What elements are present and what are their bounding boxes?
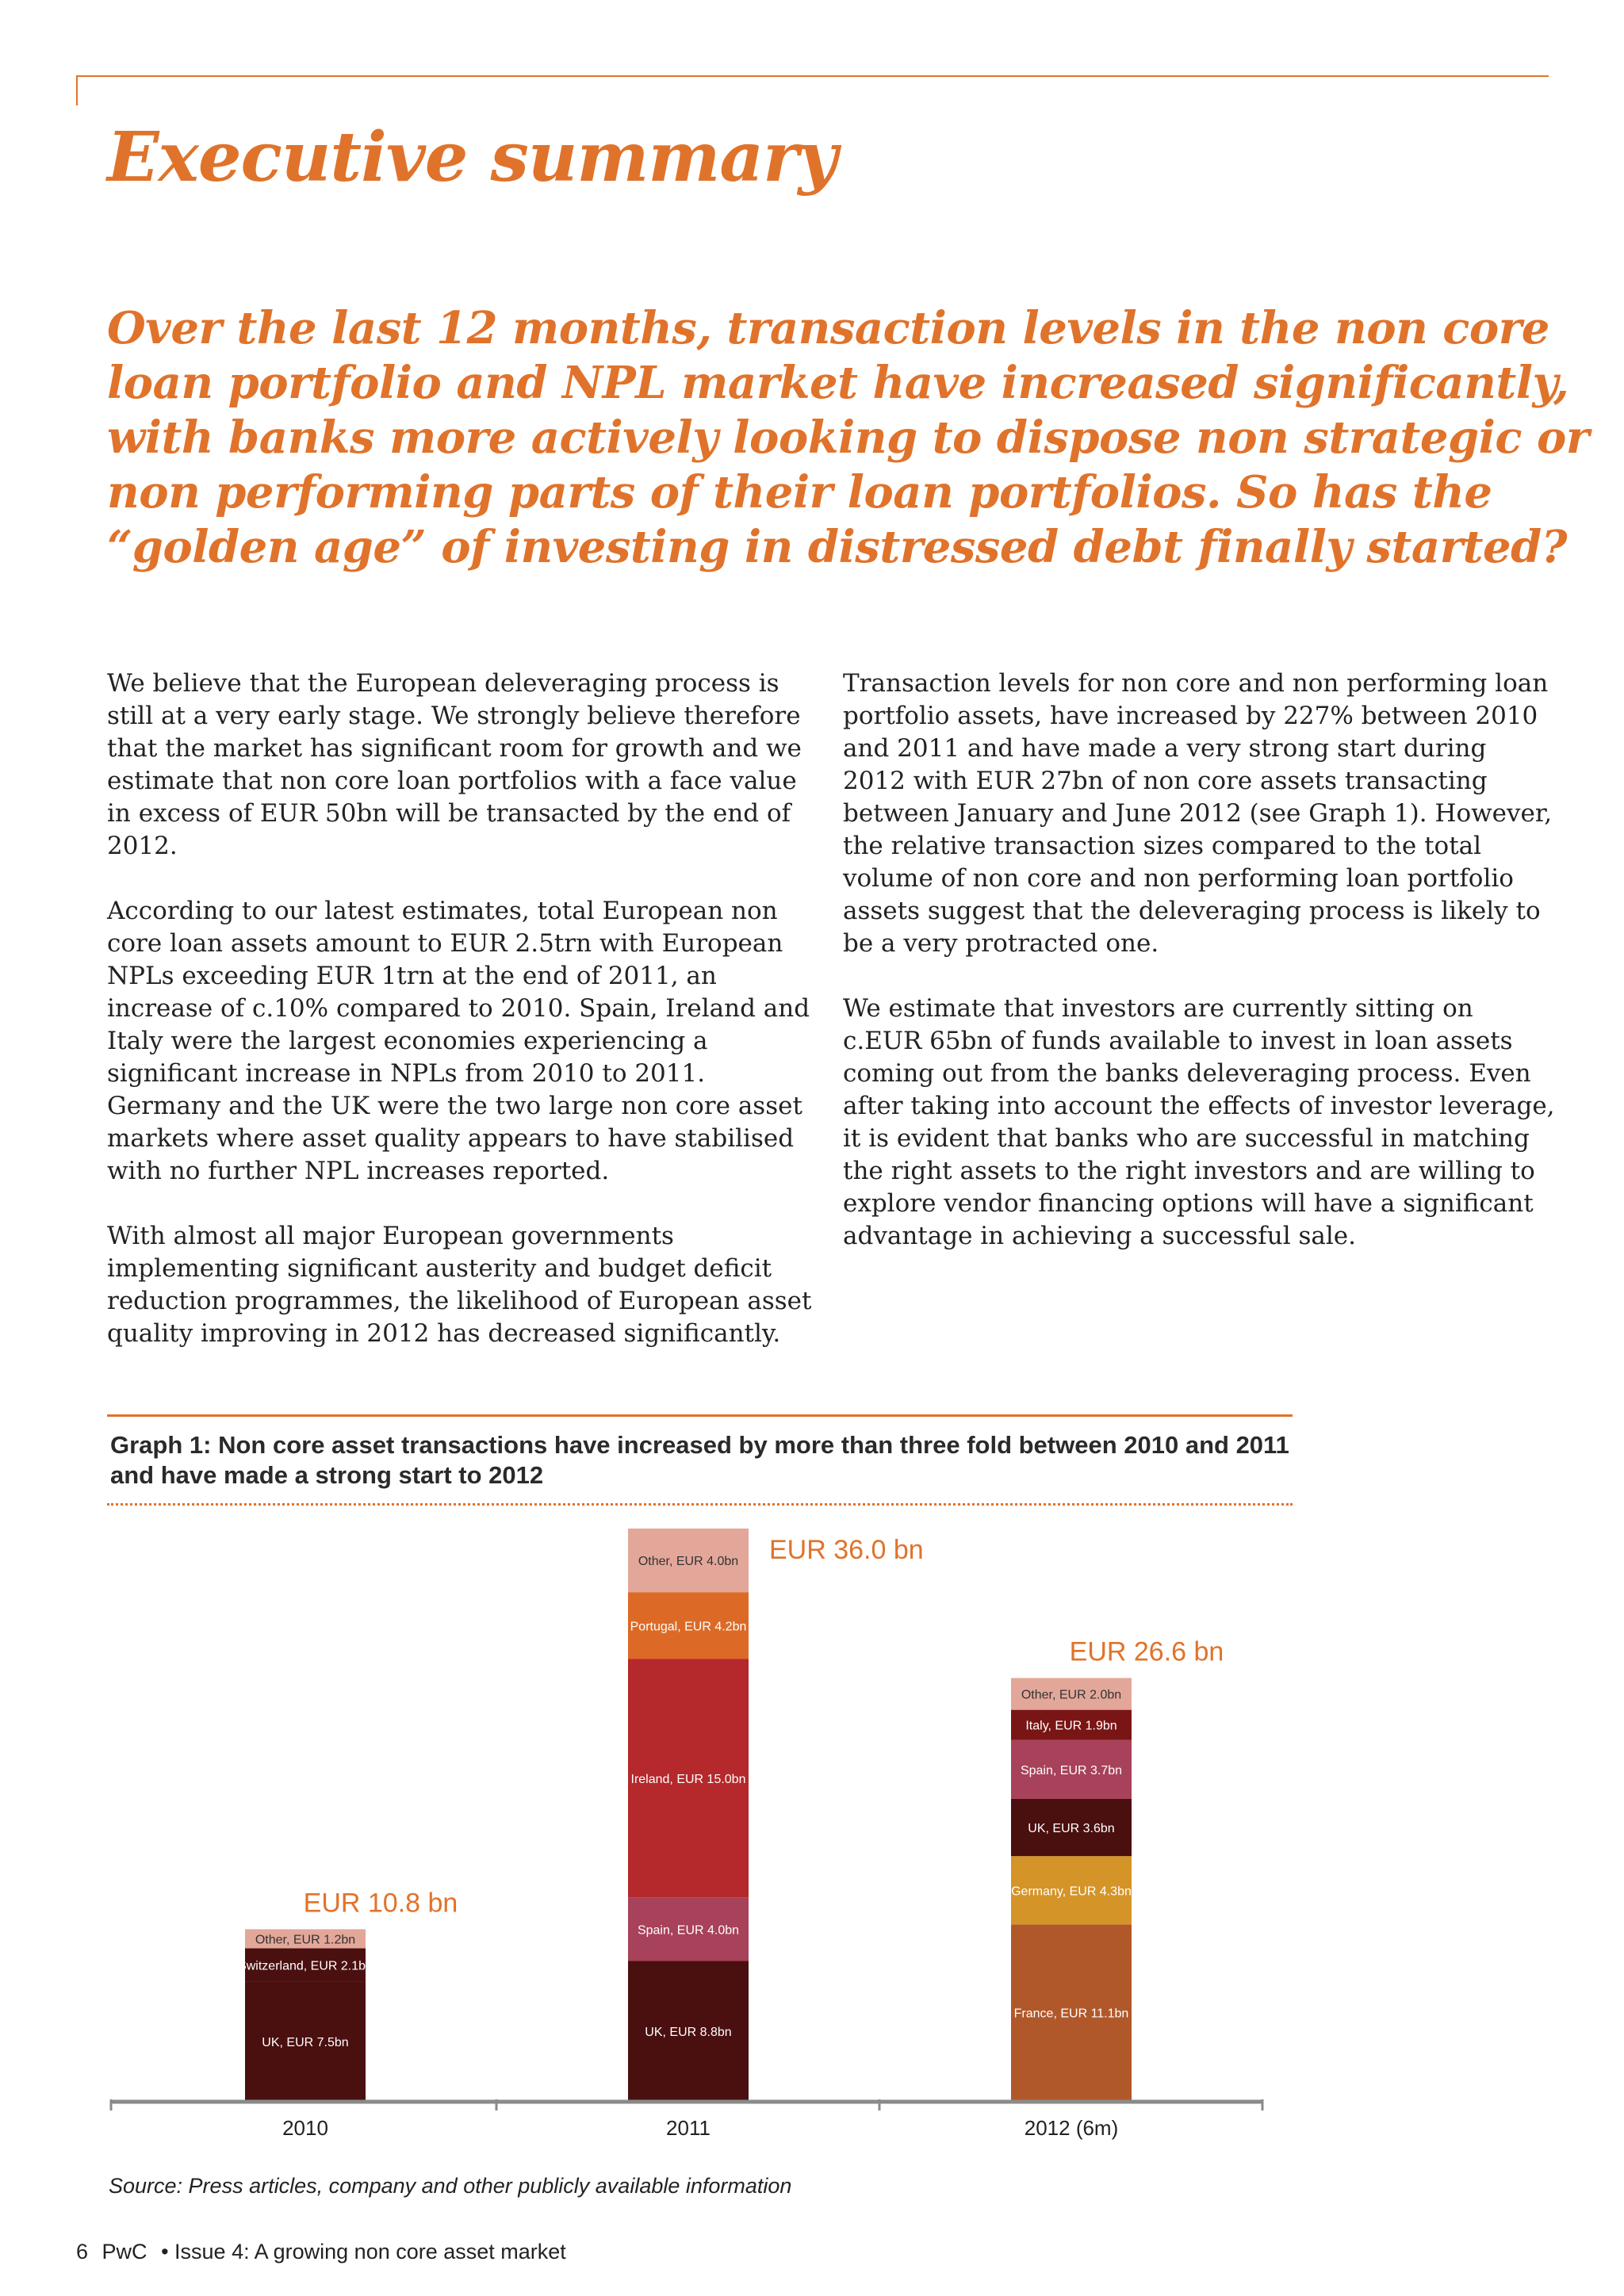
graph-title: Graph 1: Non core asset transactions have increased by more than three fold between 2010 and 2011 and have made a strong start to 2012 [110, 1431, 1289, 1489]
issue-title: • Issue 4: A growing non core asset market [161, 2240, 566, 2263]
total-label: EUR 36.0 bn [769, 1535, 924, 1565]
body-paragraph: Transaction levels for non core and non performing loan portfolio assets, have increased by 227% between 2010 and 2011 and have made a very strong start during 2012 with EUR 27bn of non core assets transacting between January and June 2012 (see Graph 1). However, the relative transaction sizes compared to the total volume of non core and non performing loan portfolio assets suggest that the deleveraging process is likely to be a very protracted one. [843, 669, 1553, 958]
lede-paragraph: Over the last 12 months, transaction levels in the non core loan portfolio and NPL market have increased significantly, with banks more actively looking to dispose non strategic or non performing parts of their loan portfolios. So has the “golden age” of investing in distressed debt finally started? [107, 302, 1589, 573]
segment-label: Portugal, EUR 4.2bn [630, 1620, 747, 1634]
page-title: Executive summary [107, 117, 837, 197]
segment-label: Spain, EUR 4.0bn [637, 1923, 740, 1938]
body-paragraph: We believe that the European deleveraging process is still at a very early stage. We strongly believe therefore that the market has significant room for growth and we estimate that non core loan portfolios with a face value in excess of EUR 50bn will be transacted by the end of 2012. [107, 669, 802, 860]
total-label: EUR 26.6 bn [1069, 1636, 1224, 1667]
x-tick-label: 2010 [282, 2116, 328, 2140]
segment-label: Italy, EUR 1.9bn [1025, 1719, 1117, 1733]
segment-label: Other, EUR 1.2bn [255, 1933, 356, 1947]
total-label: EUR 10.8 bn [303, 1888, 458, 1919]
page-footer [76, 2240, 574, 2264]
segment-label: UK, EUR 8.8bn [645, 2025, 732, 2039]
segment-label: Ireland, EUR 15.0bn [630, 1772, 746, 1786]
segment-label: Switzerland, EUR 2.1bn [238, 1959, 373, 1973]
body-paragraph: According to our latest estimates, total European non core loan assets amount to EUR 2.5trn with European NPLs exceeding EUR 1trn at the end of 2011, an increase of c.10% compared to 2010. Spain, Ireland and Italy were the largest economies experiencing a significant increase in NPLs from 2010 to 2011. Germany and the UK were the two large non core asset markets where asset quality appears to have stabilised with no further NPL increases reported. [107, 897, 810, 1185]
x-tick-label: 2011 [666, 2116, 710, 2140]
segment-label: Other, EUR 2.0bn [1021, 1688, 1122, 1702]
segment-label: Spain, EUR 3.7bn [1020, 1763, 1123, 1777]
x-tick-label: 2012 (6m) [1024, 2116, 1119, 2140]
page-number: 6 [76, 2240, 89, 2263]
brand-name: PwC [102, 2240, 147, 2263]
body-paragraph: With almost all major European governments implementing significant austerity and budget deficit reduction programmes, the likelihood of European asset quality improving in 2012 has decreased significantly. [107, 1222, 812, 1348]
segment-label: UK, EUR 3.6bn [1028, 1822, 1115, 1836]
segment-label: Other, EUR 4.0bn [638, 1555, 739, 1569]
segment-label: Germany, EUR 4.3bn [1011, 1885, 1132, 1899]
segment-label: UK, EUR 7.5bn [262, 2035, 349, 2049]
graph-source: Source: Press articles, company and other publicly available information [109, 2174, 792, 2198]
body-paragraph: We estimate that investors are currently sitting on c.EUR 65bn of funds available to invest in loan assets coming out from the banks deleveraging process. Even after taking into account the effects of investor leverage, it is evident that banks who are successful in matching the right assets to the right investors and are willing to explore vendor financing options will have a significant advantage in achieving a successful sale. [843, 994, 1555, 1250]
segment-label: France, EUR 11.1bn [1013, 2007, 1129, 2021]
